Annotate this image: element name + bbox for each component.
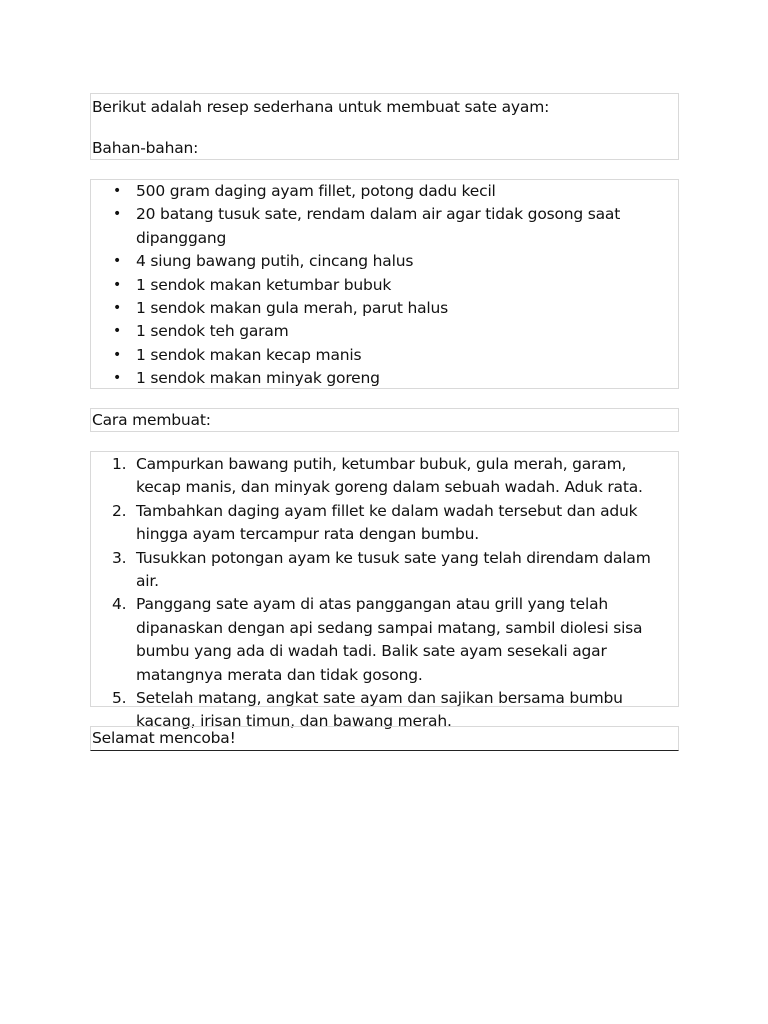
step-text: Panggang sate ayam di atas panggangan atau grill yang telah dipanaskan dengan api sedang sampai matang, sambil diolesi sisa bumbu yang ada di wadah tadi. Balik sate ayam sesekali agar matangnya merata dan tidak gosong. xyxy=(136,595,643,684)
ingredient-text: 1 sendok makan gula merah, parut halus xyxy=(136,299,449,318)
list-item xyxy=(91,500,678,547)
list-item xyxy=(91,250,678,273)
bullet-icon: • xyxy=(113,276,122,293)
list-item xyxy=(91,274,678,297)
ingredients-heading: Bahan-bahan: xyxy=(92,139,199,157)
bullet-icon: • xyxy=(113,183,122,199)
ingredients-list xyxy=(91,180,678,391)
closing-block xyxy=(90,726,679,751)
method-heading: Cara membuat: xyxy=(92,411,211,429)
ingredient-text: 500 gram daging ayam fillet, potong dadu kecil xyxy=(136,182,496,200)
steps-list xyxy=(91,453,678,734)
bullet-icon: • xyxy=(113,323,122,340)
step-number: 4. xyxy=(112,595,127,614)
list-item xyxy=(91,180,678,203)
list-item xyxy=(91,593,678,687)
bullet-icon: • xyxy=(113,370,122,387)
list-item xyxy=(91,203,678,250)
bullet-icon: • xyxy=(113,346,122,363)
ingredient-text: 1 sendok makan minyak goreng xyxy=(136,369,380,388)
intro-text: Berikut adalah resep sederhana untuk membuat sate ayam: xyxy=(92,98,550,116)
intro-block xyxy=(90,93,679,160)
step-text: Tusukkan potongan ayam ke tusuk sate yang telah direndam dalam air. xyxy=(136,548,651,591)
list-item xyxy=(91,344,678,367)
step-number: 3. xyxy=(112,548,127,567)
ingredient-text: 20 batang tusuk sate, rendam dalam air agar tidak gosong saat dipanggang xyxy=(136,205,621,247)
step-number: 1. xyxy=(112,455,127,473)
closing-text: Selamat mencoba! xyxy=(92,729,236,747)
ingredient-text: 1 sendok makan ketumbar bubuk xyxy=(136,275,392,294)
step-number: 5. xyxy=(112,689,127,708)
bullet-icon: • xyxy=(113,206,122,223)
list-item xyxy=(91,453,678,500)
ingredients-list-block xyxy=(90,179,679,389)
step-text: Setelah matang, angkat sate ayam dan sajikan bersama bumbu kacang, irisan timun, dan bawang merah. xyxy=(136,689,623,731)
method-heading-block xyxy=(90,408,679,432)
list-item xyxy=(91,320,678,343)
list-item xyxy=(91,367,678,390)
bullet-icon: • xyxy=(113,253,122,270)
bullet-icon: • xyxy=(113,300,122,317)
ingredient-text: 1 sendok makan kecap manis xyxy=(136,345,362,364)
step-text: Campurkan bawang putih, ketumbar bubuk, gula merah, garam, kecap manis, dan minyak goreng dalam sebuah wadah. Aduk rata. xyxy=(136,455,643,497)
step-number: 2. xyxy=(112,501,127,520)
list-item xyxy=(91,547,678,594)
steps-list-block xyxy=(90,451,679,731)
ingredient-text: 4 siung bawang putih, cincang halus xyxy=(136,252,414,271)
list-item xyxy=(91,297,678,320)
ingredient-text: 1 sendok teh garam xyxy=(136,322,289,341)
step-text: Tambahkan daging ayam fillet ke dalam wadah tersebut dan aduk hingga ayam tercampur rata dengan bumbu. xyxy=(136,501,638,544)
